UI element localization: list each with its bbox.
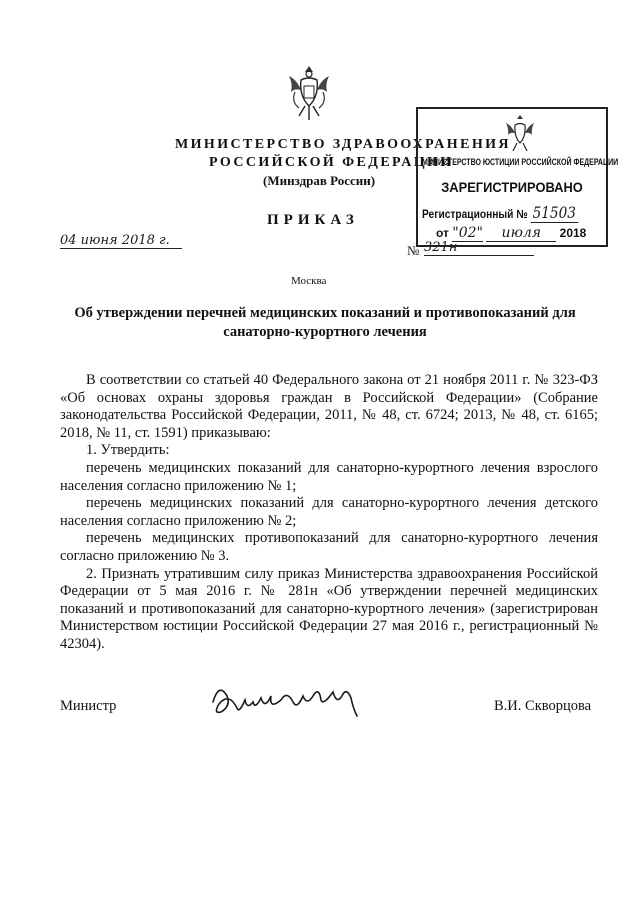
body-paragraph: 1. Утвердить: (86, 442, 170, 459)
coat-of-arms-emblem (283, 62, 335, 126)
signatory-position: Министр (60, 698, 117, 714)
body-paragraph: 2. Признать утратившим силу приказ Министерства здравоохранения Российской Федерации от 5 мая 2016 г. № 281н «Об утверждении перечней медицинских показаний и противопоказаний для санаторно-курортного лечения» (зарегистрирован Министерством юстиции Российской Федерации 27 мая 2016 г., регистрационный № 42304). (60, 565, 598, 652)
handwritten-signature (207, 672, 397, 732)
stamp-organization: МИНИСТЕРСТВО ЮСТИЦИИ РОССИЙСКОЙ ФЕДЕРАЦИИ (422, 157, 619, 167)
registration-stamp (416, 107, 619, 247)
body-paragraph: перечень медицинских показаний для санаторно-курортного лечения детского населения согласно приложению № 2; (60, 495, 598, 529)
stamp-reg-number: 51503 (530, 203, 578, 223)
stamp-date-row (436, 225, 586, 242)
stamp-date-day: "02" (452, 225, 483, 241)
ministry-name-line1: МИНИСТЕРСТВО ЗДРАВООХРАНЕНИЯ (175, 137, 511, 152)
city: Москва (291, 275, 327, 287)
body-paragraph: перечень медицинских показаний для санаторно-курортного лечения взрослого населения согласно приложению № 1; (60, 459, 598, 494)
document-body (60, 372, 598, 654)
stamp-date-month: июля (486, 225, 556, 242)
body-paragraph: В соответствии со статьей 40 Федерального закона от 21 ноября 2011 г. № 323-ФЗ «Об основах охраны здоровья граждан в Российской Федерации» (Собрание законодательства Российской Федерации, 2011, № 48, ст. 6724; 2013, № 48, ст. 6165; 2018, № 11, ст. 1591) приказываю: (60, 372, 598, 441)
stamp-reg-number-row (422, 203, 578, 223)
order-date: 04 июня 2018 г. (60, 233, 182, 249)
stamp-date-prefix: от (436, 226, 449, 240)
stamp-reg-number-label: Регистрационный № (422, 207, 528, 221)
signatory-name: В.И. Скворцова (494, 698, 592, 714)
stamp-emblem-icon (502, 113, 538, 153)
ministry-name-line2: РОССИЙСКОЙ ФЕДЕРАЦИИ (209, 155, 454, 170)
body-paragraph: перечень медицинских противопоказаний для санаторно-курортного лечения согласно приложению № 3. (60, 530, 598, 564)
ministry-abbreviation: (Минздрав России) (263, 173, 376, 188)
order-number: 321н (424, 240, 534, 256)
document-title: Об утверждении перечней медицинских показаний и противопоказаний для санаторно-курортного лечения (74, 305, 576, 340)
document-type: ПРИКАЗ (267, 212, 359, 228)
stamp-date-year: 2018 (559, 226, 587, 240)
number-label: № (407, 243, 420, 258)
stamp-registered: ЗАРЕГИСТРИРОВАНО (441, 179, 583, 195)
